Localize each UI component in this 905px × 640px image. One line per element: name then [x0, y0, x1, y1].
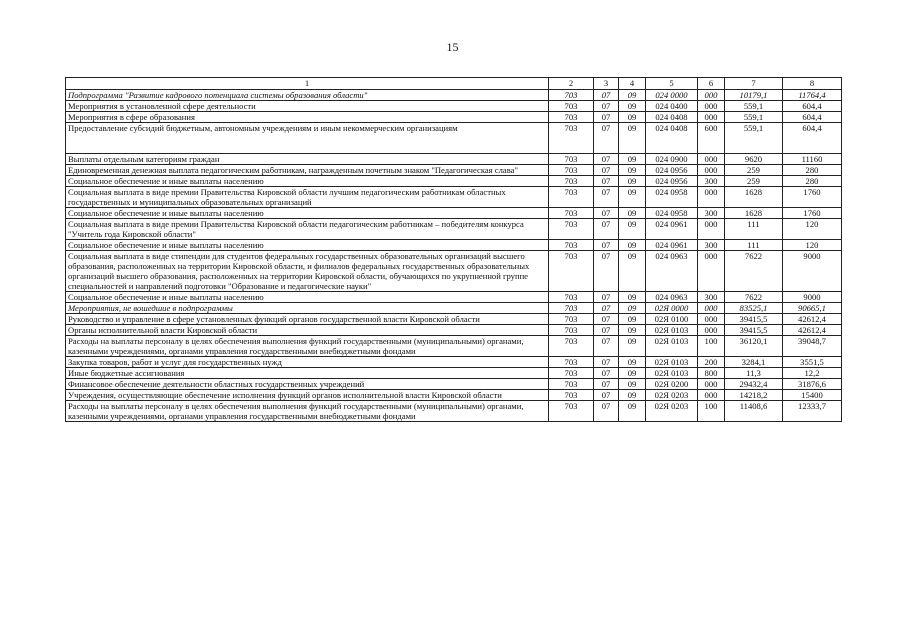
- table-row: [66, 187, 842, 208]
- target-article-cell: 024 0958: [646, 187, 698, 208]
- table-row: [66, 112, 842, 123]
- expense-type-cell: 000: [698, 379, 725, 390]
- subsection-cell: 09: [619, 357, 646, 368]
- amount-year1-cell: 83525,1: [725, 303, 783, 314]
- amount-year2-cell: 39048,7: [783, 336, 842, 357]
- target-article-cell: 02Я 0100: [646, 314, 698, 325]
- section-cell: 07: [594, 251, 619, 292]
- section-cell: 07: [594, 336, 619, 357]
- table-row: [66, 251, 842, 292]
- target-article-cell: 024 0958: [646, 208, 698, 219]
- target-article-cell: 02Я 0203: [646, 401, 698, 422]
- expense-type-cell: 300: [698, 292, 725, 303]
- row-name-cell: Социальная выплата в виде стипендии для студентов федеральных государственных образовательных организаций высшего образования, расположенных на территории Кировской области, и филиалов федеральных государственных образовательных организаций высшего образования, расположенных на территории Кировской области, обучающихся по укрупненной группе специальностей и направлений подготовки "Образование и педагогические науки": [66, 251, 549, 292]
- amount-year2-cell: 15400: [783, 390, 842, 401]
- subsection-cell: 09: [619, 379, 646, 390]
- table-row: [66, 101, 842, 112]
- amount-year1-cell: 29432,4: [725, 379, 783, 390]
- amount-year2-cell: 12,2: [783, 368, 842, 379]
- table-row: [66, 176, 842, 187]
- section-cell: 07: [594, 240, 619, 251]
- admin-code-cell: 703: [549, 90, 594, 101]
- section-cell: 07: [594, 101, 619, 112]
- admin-code-cell: 703: [549, 325, 594, 336]
- section-cell: 07: [594, 292, 619, 303]
- amount-year1-cell: 10179,1: [725, 90, 783, 101]
- target-article-cell: 02Я 0000: [646, 303, 698, 314]
- section-cell: 07: [594, 187, 619, 208]
- subsection-cell: 09: [619, 303, 646, 314]
- amount-year2-cell: 604,4: [783, 101, 842, 112]
- subsection-cell: 09: [619, 314, 646, 325]
- expense-type-cell: 000: [698, 165, 725, 176]
- table-header-row: [66, 78, 842, 90]
- amount-year2-cell: 9000: [783, 292, 842, 303]
- target-article-cell: 024 0400: [646, 101, 698, 112]
- subsection-cell: 09: [619, 165, 646, 176]
- expense-type-cell: 800: [698, 368, 725, 379]
- target-article-cell: 02Я 0103: [646, 336, 698, 357]
- admin-code-cell: 703: [549, 303, 594, 314]
- section-cell: 07: [594, 123, 619, 154]
- subsection-cell: 09: [619, 240, 646, 251]
- table-row: [66, 401, 842, 422]
- admin-code-cell: 703: [549, 368, 594, 379]
- expense-type-cell: 000: [698, 101, 725, 112]
- expense-type-cell: 000: [698, 303, 725, 314]
- table-row: [66, 292, 842, 303]
- section-cell: 07: [594, 390, 619, 401]
- column-header: 2: [549, 78, 594, 90]
- table-row: [66, 240, 842, 251]
- amount-year2-cell: 42612,4: [783, 325, 842, 336]
- subsection-cell: 09: [619, 123, 646, 154]
- amount-year2-cell: 11764,4: [783, 90, 842, 101]
- amount-year2-cell: 3551,5: [783, 357, 842, 368]
- table-row: [66, 123, 842, 154]
- amount-year1-cell: 11408,6: [725, 401, 783, 422]
- target-article-cell: 024 0963: [646, 251, 698, 292]
- section-cell: 07: [594, 303, 619, 314]
- admin-code-cell: 703: [549, 165, 594, 176]
- amount-year1-cell: 1628: [725, 208, 783, 219]
- row-name-cell: Учреждения, осуществляющие обеспечение исполнения функций органов исполнительной власти Кировской области: [66, 390, 549, 401]
- page-number: 15: [446, 40, 459, 54]
- table-row: [66, 90, 842, 101]
- section-cell: 07: [594, 368, 619, 379]
- column-header: 7: [725, 78, 783, 90]
- target-article-cell: 02Я 0200: [646, 379, 698, 390]
- subsection-cell: 09: [619, 112, 646, 123]
- amount-year1-cell: 7622: [725, 251, 783, 292]
- amount-year1-cell: 36120,1: [725, 336, 783, 357]
- expense-type-cell: 000: [698, 187, 725, 208]
- amount-year1-cell: 111: [725, 219, 783, 240]
- row-name-cell: Социальное обеспечение и иные выплаты населению: [66, 208, 549, 219]
- admin-code-cell: 703: [549, 219, 594, 240]
- admin-code-cell: 703: [549, 357, 594, 368]
- admin-code-cell: 703: [549, 314, 594, 325]
- admin-code-cell: 703: [549, 401, 594, 422]
- row-name-cell: Мероприятия в сфере образования: [66, 112, 549, 123]
- section-cell: 07: [594, 325, 619, 336]
- amount-year2-cell: 11160: [783, 154, 842, 165]
- table-row: [66, 303, 842, 314]
- expense-type-cell: 000: [698, 90, 725, 101]
- table-row: [66, 154, 842, 165]
- expense-type-cell: 000: [698, 314, 725, 325]
- amount-year1-cell: 39415,5: [725, 325, 783, 336]
- section-cell: 07: [594, 165, 619, 176]
- subsection-cell: 09: [619, 187, 646, 208]
- admin-code-cell: 703: [549, 251, 594, 292]
- row-name-cell: Руководство и управление в сфере установленных функций органов государственной власти Кировской области: [66, 314, 549, 325]
- row-name-cell: Предоставление субсидий бюджетным, автономным учреждениям и иным некоммерческим организациям: [66, 123, 549, 154]
- amount-year2-cell: 1760: [783, 187, 842, 208]
- amount-year2-cell: 280: [783, 176, 842, 187]
- table-row: [66, 314, 842, 325]
- admin-code-cell: 703: [549, 336, 594, 357]
- expense-type-cell: 000: [698, 154, 725, 165]
- amount-year1-cell: 559,1: [725, 123, 783, 154]
- target-article-cell: 024 0961: [646, 240, 698, 251]
- subsection-cell: 09: [619, 101, 646, 112]
- table-row: [66, 336, 842, 357]
- admin-code-cell: 703: [549, 208, 594, 219]
- subsection-cell: 09: [619, 154, 646, 165]
- target-article-cell: 024 0900: [646, 154, 698, 165]
- admin-code-cell: 703: [549, 379, 594, 390]
- amount-year2-cell: 90665,1: [783, 303, 842, 314]
- admin-code-cell: 703: [549, 112, 594, 123]
- section-cell: 07: [594, 176, 619, 187]
- row-name-cell: Мероприятия, не вошедшие в подпрограммы: [66, 303, 549, 314]
- column-header: 8: [783, 78, 842, 90]
- table-body: [66, 90, 842, 422]
- amount-year2-cell: 9000: [783, 251, 842, 292]
- expense-type-cell: 100: [698, 336, 725, 357]
- row-name-cell: Социальная выплата в виде премии Правительства Кировской области педагогическим работникам – победителям конкурса "Учитель года Кировской области": [66, 219, 549, 240]
- amount-year2-cell: 1760: [783, 208, 842, 219]
- subsection-cell: 09: [619, 368, 646, 379]
- subsection-cell: 09: [619, 90, 646, 101]
- amount-year2-cell: 280: [783, 165, 842, 176]
- expense-type-cell: 000: [698, 390, 725, 401]
- section-cell: 07: [594, 314, 619, 325]
- admin-code-cell: 703: [549, 390, 594, 401]
- admin-code-cell: 703: [549, 187, 594, 208]
- amount-year1-cell: 259: [725, 165, 783, 176]
- target-article-cell: 024 0963: [646, 292, 698, 303]
- row-name-cell: Органы исполнительной власти Кировской области: [66, 325, 549, 336]
- amount-year2-cell: 42612,4: [783, 314, 842, 325]
- amount-year2-cell: 31876,6: [783, 379, 842, 390]
- section-cell: 07: [594, 379, 619, 390]
- expense-type-cell: 600: [698, 123, 725, 154]
- amount-year2-cell: 604,4: [783, 112, 842, 123]
- subsection-cell: 09: [619, 401, 646, 422]
- target-article-cell: 024 0408: [646, 112, 698, 123]
- column-header: 6: [698, 78, 725, 90]
- section-cell: 07: [594, 401, 619, 422]
- row-name-cell: Социальное обеспечение и иные выплаты населению: [66, 292, 549, 303]
- section-cell: 07: [594, 208, 619, 219]
- section-cell: 07: [594, 154, 619, 165]
- row-name-cell: Единовременная денежная выплата педагогическим работникам, награжденным почетным знаком "Педагогическая слава": [66, 165, 549, 176]
- target-article-cell: 024 0956: [646, 165, 698, 176]
- row-name-cell: Выплаты отдельным категориям граждан: [66, 154, 549, 165]
- row-name-cell: Подпрограмма "Развитие кадрового потенциала системы образования области": [66, 90, 549, 101]
- subsection-cell: 09: [619, 176, 646, 187]
- amount-year1-cell: 111: [725, 240, 783, 251]
- expense-type-cell: 200: [698, 357, 725, 368]
- subsection-cell: 09: [619, 390, 646, 401]
- admin-code-cell: 703: [549, 176, 594, 187]
- subsection-cell: 09: [619, 325, 646, 336]
- expense-type-cell: 300: [698, 176, 725, 187]
- table-row: [66, 208, 842, 219]
- budget-table: [65, 77, 842, 422]
- section-cell: 07: [594, 112, 619, 123]
- table-row: [66, 379, 842, 390]
- target-article-cell: 024 0408: [646, 123, 698, 154]
- admin-code-cell: 703: [549, 123, 594, 154]
- target-article-cell: 02Я 0103: [646, 368, 698, 379]
- expense-type-cell: 000: [698, 251, 725, 292]
- expense-type-cell: 000: [698, 219, 725, 240]
- expense-type-cell: 000: [698, 112, 725, 123]
- amount-year1-cell: 14218,2: [725, 390, 783, 401]
- table-row: [66, 390, 842, 401]
- amount-year1-cell: 559,1: [725, 101, 783, 112]
- row-name-cell: Расходы на выплаты персоналу в целях обеспечения выполнения функций государственными (муниципальными) органами, казенными учреждениями, органами управления государственными внебюджетными фондами: [66, 336, 549, 357]
- amount-year2-cell: 604,4: [783, 123, 842, 154]
- table-row: [66, 325, 842, 336]
- amount-year2-cell: 12333,7: [783, 401, 842, 422]
- expense-type-cell: 300: [698, 240, 725, 251]
- row-name-cell: Мероприятия в установленной сфере деятельности: [66, 101, 549, 112]
- target-article-cell: 024 0961: [646, 219, 698, 240]
- subsection-cell: 09: [619, 208, 646, 219]
- column-header: 5: [646, 78, 698, 90]
- subsection-cell: 09: [619, 292, 646, 303]
- expense-type-cell: 100: [698, 401, 725, 422]
- admin-code-cell: 703: [549, 101, 594, 112]
- amount-year1-cell: 39415,5: [725, 314, 783, 325]
- admin-code-cell: 703: [549, 240, 594, 251]
- table-row: [66, 165, 842, 176]
- amount-year1-cell: 259: [725, 176, 783, 187]
- admin-code-cell: 703: [549, 292, 594, 303]
- target-article-cell: 02Я 0103: [646, 325, 698, 336]
- amount-year2-cell: 120: [783, 240, 842, 251]
- target-article-cell: 024 0000: [646, 90, 698, 101]
- target-article-cell: 02Я 0103: [646, 357, 698, 368]
- column-header: 4: [619, 78, 646, 90]
- expense-type-cell: 000: [698, 325, 725, 336]
- amount-year2-cell: 120: [783, 219, 842, 240]
- expense-type-cell: 300: [698, 208, 725, 219]
- table-row: [66, 219, 842, 240]
- column-header: 1: [66, 78, 549, 90]
- amount-year1-cell: 1628: [725, 187, 783, 208]
- section-cell: 07: [594, 357, 619, 368]
- section-cell: 07: [594, 90, 619, 101]
- row-name-cell: Социальное обеспечение и иные выплаты населению: [66, 176, 549, 187]
- subsection-cell: 09: [619, 251, 646, 292]
- amount-year1-cell: 3284,1: [725, 357, 783, 368]
- target-article-cell: 024 0956: [646, 176, 698, 187]
- table-row: [66, 357, 842, 368]
- subsection-cell: 09: [619, 219, 646, 240]
- table-row: [66, 368, 842, 379]
- row-name-cell: Социальное обеспечение и иные выплаты населению: [66, 240, 549, 251]
- row-name-cell: Расходы на выплаты персоналу в целях обеспечения выполнения функций государственными (муниципальными) органами, казенными учреждениями, органами управления государственными внебюджетными фондами: [66, 401, 549, 422]
- amount-year1-cell: 9620: [725, 154, 783, 165]
- row-name-cell: Закупка товаров, работ и услуг для государственных нужд: [66, 357, 549, 368]
- target-article-cell: 02Я 0203: [646, 390, 698, 401]
- amount-year1-cell: 11,3: [725, 368, 783, 379]
- subsection-cell: 09: [619, 336, 646, 357]
- column-header: 3: [594, 78, 619, 90]
- amount-year1-cell: 7622: [725, 292, 783, 303]
- amount-year1-cell: 559,1: [725, 112, 783, 123]
- section-cell: 07: [594, 219, 619, 240]
- row-name-cell: Финансовое обеспечение деятельности областных государственных учреждений: [66, 379, 549, 390]
- admin-code-cell: 703: [549, 154, 594, 165]
- row-name-cell: Иные бюджетные ассигнования: [66, 368, 549, 379]
- row-name-cell: Социальная выплата в виде премии Правительства Кировской области лучшим педагогическим работникам областных государственных и муниципальных образовательных организаций: [66, 187, 549, 208]
